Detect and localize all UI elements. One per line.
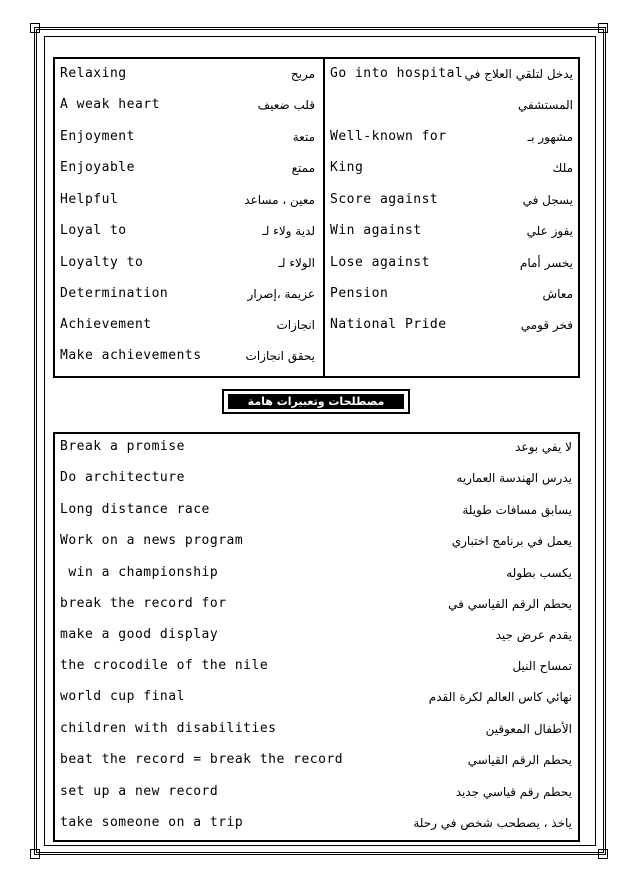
expression-row-9: [60, 713, 572, 744]
vocab-right-ar-1: المستشفي: [517, 97, 573, 112]
vocab-right-en-3: King: [330, 160, 364, 175]
expression-row-12: [60, 807, 572, 838]
expression-ar-4: يكسب بطوله: [506, 565, 572, 580]
vocab-left-en-8: Achievement: [60, 317, 152, 332]
expression-en-8: world cup final: [60, 689, 185, 704]
expression-row-1: [60, 462, 572, 493]
vocab-right-en-6: Lose against: [330, 255, 430, 270]
vocab-right-ar-6: يخسر أمام: [519, 255, 573, 270]
expression-row-3: [60, 525, 572, 556]
vocab-right-ar-2: مشهور بـ: [527, 129, 573, 144]
vocab-right-en-2: Well-known for: [330, 129, 447, 144]
vocab-left-ar-2: متعة: [292, 129, 315, 144]
vocab-right-ar-0: يدخل لتلقي العلاج في: [464, 66, 573, 81]
corner-ornament-br: [598, 849, 608, 859]
expression-en-6: make a good display: [60, 627, 219, 642]
expression-en-11: set up a new record: [60, 784, 219, 799]
vocab-left-en-0: Relaxing: [60, 66, 127, 81]
expression-ar-9: الأطفال المعوقين: [485, 721, 572, 736]
expression-ar-6: يقدم عرض جيد: [495, 627, 572, 642]
expression-ar-2: يسابق مسافات طويلة: [462, 502, 572, 517]
expression-row-4: [60, 557, 572, 588]
vocab-left-en-5: Loyal to: [60, 223, 127, 238]
expression-row-11: [60, 776, 572, 807]
vocab-right-ar-8: فخر قومي: [520, 317, 573, 332]
vocab-left-ar-8: انجازات: [276, 317, 315, 332]
expression-row-0: [60, 431, 572, 462]
vocab-right-ar-4: يسجل في: [522, 192, 573, 207]
expression-en-12: take someone on a trip: [60, 815, 244, 830]
corner-ornament-bl: [30, 849, 40, 859]
vocab-right-en-0: Go into hospital: [330, 66, 464, 81]
expression-en-3: Work on a news program: [60, 533, 244, 548]
expression-row-8: [60, 681, 572, 712]
vocab-right-ar-5: يفوز علي: [526, 223, 573, 238]
expression-row-7: [60, 650, 572, 681]
expression-ar-7: تمساح النيل: [512, 658, 572, 673]
expression-en-0: Break a promise: [60, 439, 185, 454]
expression-ar-8: نهائي كاس العالم لكرة القدم: [428, 689, 572, 704]
vocab-right-ar-3: ملك: [552, 160, 573, 175]
expression-ar-5: يحطم الرقم القياسي في: [448, 596, 572, 611]
expression-en-9: children with disabilities: [60, 721, 277, 736]
vocab-left-en-6: Loyalty to: [60, 255, 144, 270]
vocab-left-ar-6: الولاء لـ: [278, 255, 315, 270]
expression-en-7: the crocodile of the nile: [60, 658, 269, 673]
expression-ar-11: يحطم رقم قياسي جديد: [455, 784, 572, 799]
expression-en-10: beat the record = break the record: [60, 752, 344, 767]
vocab-left-ar-3: ممتع: [291, 160, 315, 175]
vocab-right-en-8: National Pride: [330, 317, 447, 332]
expression-en-5: break the record for: [60, 596, 227, 611]
vocabulary-table-divider: [323, 57, 325, 378]
expression-ar-3: يعمل في برنامج اختباري: [451, 533, 572, 548]
expression-row-2: [60, 494, 572, 525]
vocab-right-en-7: Pension: [330, 286, 389, 301]
section-banner: [222, 389, 410, 414]
expression-ar-1: يدرس الهندسة العماريه: [456, 470, 572, 485]
vocab-left-ar-9: يحقق انجازات: [245, 348, 315, 363]
expression-ar-12: ياخذ ، يصطحب شخص في رحلة: [413, 815, 572, 830]
expression-row-10: [60, 744, 572, 775]
vocab-left-en-7: Determination: [60, 286, 169, 301]
vocab-left-en-1: A weak heart: [60, 97, 160, 112]
expression-ar-10: يحطم الرقم القياسي: [467, 752, 572, 767]
expression-en-2: Long distance race: [60, 502, 210, 517]
expression-row-5: [60, 588, 572, 619]
corner-ornament-tr: [598, 23, 608, 33]
expression-en-4: win a championship: [60, 565, 219, 580]
expression-en-1: Do architecture: [60, 470, 185, 485]
vocab-left-ar-4: معين ، مساعد: [244, 192, 315, 207]
vocab-left-ar-0: مريح: [290, 66, 315, 81]
section-banner-title: مصطلحات وتعبيرات هامة: [228, 394, 404, 409]
vocab-left-ar-7: عزيمة ،إصرار: [247, 286, 315, 301]
vocab-right-en-4: Score against: [330, 192, 439, 207]
vocab-left-en-9: Make achievements: [60, 348, 202, 363]
vocab-left-en-2: Enjoyment: [60, 129, 135, 144]
vocab-right-ar-7: معاش: [542, 286, 573, 301]
expression-row-6: [60, 619, 572, 650]
vocab-left-ar-1: قلب ضعيف: [257, 97, 315, 112]
corner-ornament-tl: [30, 23, 40, 33]
vocab-left-en-4: Helpful: [60, 192, 119, 207]
vocab-right-en-5: Win against: [330, 223, 422, 238]
expression-ar-0: لا يفي بوعد: [515, 439, 572, 454]
vocab-left-ar-5: لدية ولاء لـ: [262, 223, 315, 238]
vocab-left-en-3: Enjoyable: [60, 160, 135, 175]
